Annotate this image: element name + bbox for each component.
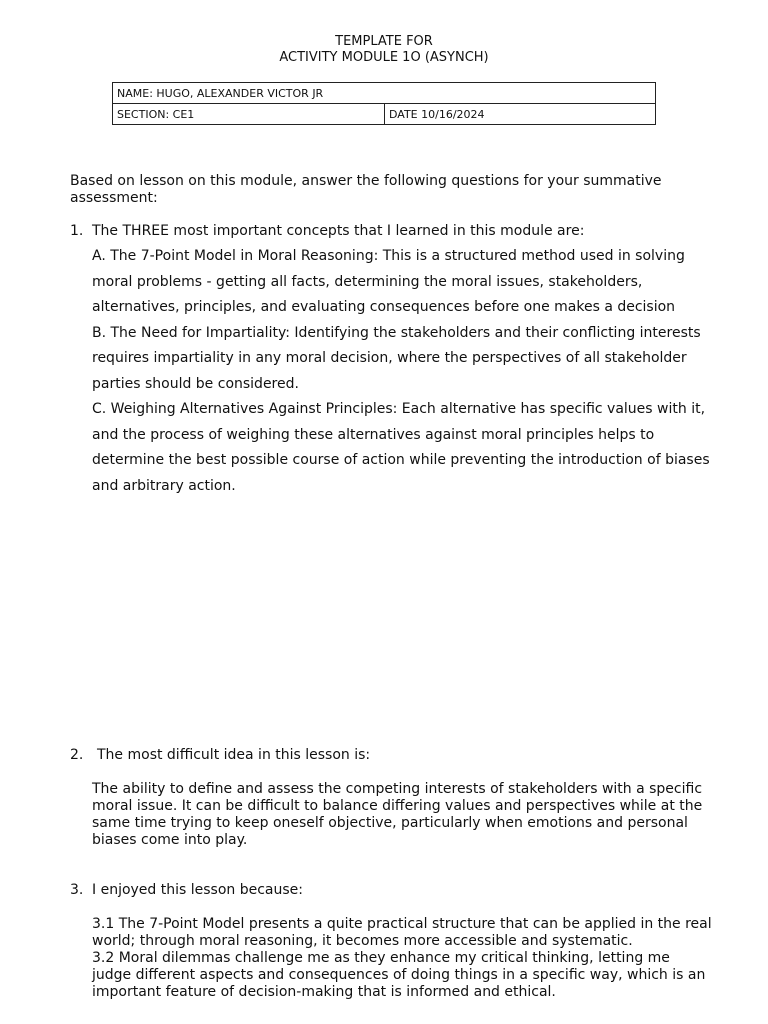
answer-paragraph: [92, 781, 712, 849]
instructions: Based on lesson on this module, answer the following questions for your summative assessment:: [70, 173, 662, 206]
answer-concept-a: A. The 7-Point Model in Moral Reasoning: This is a structured method used in solving moral problems - getting all facts, determining the moral issues, stakeholders, alternatives, principles, and evaluating consequences before one makes a decision: [92, 248, 685, 315]
answer-concept-b: B. The Need for Impartiality: Identifying the stakeholders and their conflicting interests requires impartiality in any moral decision, where the perspectives of all stakeholder parties should be considered.: [92, 324, 701, 392]
document-title-line-2: ACTIVITY MODULE 1O (ASYNCH): [279, 50, 489, 65]
question-prompt: I enjoyed this lesson because:: [92, 882, 304, 898]
question-number: 1.: [70, 223, 84, 239]
name-field: NAME: HUGO, ALEXANDER VICTOR JR: [113, 83, 656, 104]
answer-reason-3-1: 3.1 The 7-Point Model presents a quite practical structure that can be applied in the real world; through moral reasoning, it becomes more accessible and systematic.: [92, 916, 712, 949]
answer-difficult-idea: The ability to define and assess the competing interests of stakeholders with a specific moral issue. It can be difficult to balance differing values and perspectives while at the same time trying to keep oneself objective, particularly when emotions and personal biases come into play.: [92, 781, 703, 848]
question-prompt: The THREE most important concepts that I learned in this module are:: [92, 223, 585, 239]
question-number: 3.: [70, 882, 84, 898]
document-title-line-1: TEMPLATE FOR: [335, 34, 433, 49]
answer-concept-c: C. Weighing Alternatives Against Principles: Each alternative has specific values with it, and the process of weighing these alternatives against moral principles helps to determine the best possible course of action while preventing the introduction of biases and arbitrary action.: [92, 401, 710, 494]
student-info-table: [112, 82, 656, 125]
answer-list: [92, 244, 712, 499]
date-field: DATE 10/16/2024: [385, 104, 656, 125]
answer-reason-3-2: 3.2 Moral dilemmas challenge me as they enhance my critical thinking, letting me judge different aspects and consequences of doing things in a specific way, which is an important feature of decision-making that is informed and ethical.: [92, 950, 706, 1000]
answer-paragraph: [92, 916, 712, 1001]
section-field: SECTION: CE1: [113, 104, 385, 125]
question-number: 2.: [70, 747, 84, 763]
question-prompt: The most difficult idea in this lesson is:: [97, 747, 371, 763]
